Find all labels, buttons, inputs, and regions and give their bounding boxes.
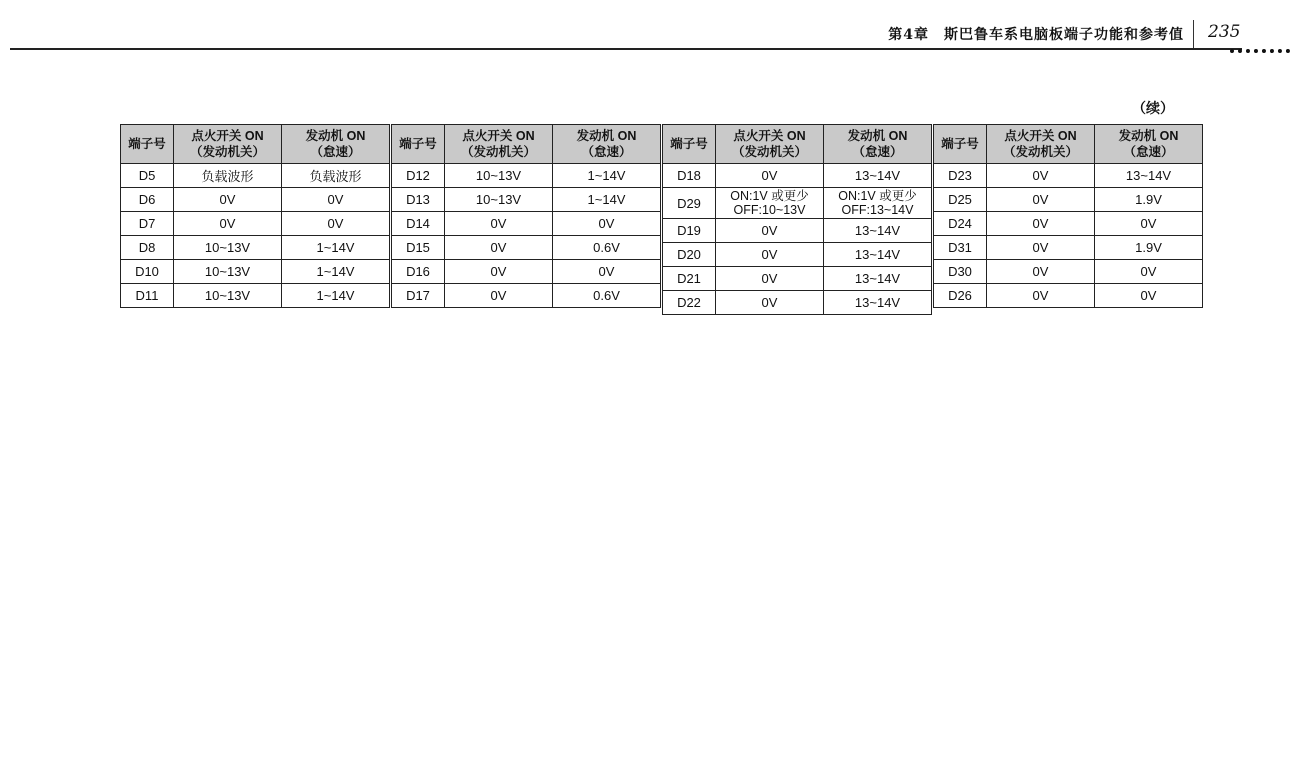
terminal-cell: D11 bbox=[121, 284, 174, 308]
column-header-ignition-on bbox=[174, 125, 282, 164]
running-header bbox=[0, 0, 1300, 60]
column-header-ignition-on bbox=[987, 125, 1095, 164]
terminal-cell: D16 bbox=[392, 260, 445, 284]
column-header-engine-line2: （怠速） bbox=[310, 145, 361, 159]
terminal-cell: D8 bbox=[121, 236, 174, 260]
column-header-engine-line1: 发动机 ON bbox=[1118, 129, 1179, 143]
ignition-on-cell: 0V bbox=[716, 267, 824, 291]
table-row bbox=[934, 212, 1203, 236]
engine-on-cell: 0.6V bbox=[553, 236, 661, 260]
terminal-cell: D12 bbox=[392, 164, 445, 188]
ignition-on-cell: 0V bbox=[445, 284, 553, 308]
terminal-cell: D20 bbox=[663, 243, 716, 267]
terminal-cell: D23 bbox=[934, 164, 987, 188]
table-row bbox=[663, 291, 932, 315]
ignition-on-cell: 0V bbox=[987, 212, 1095, 236]
ignition-on-cell: 0V bbox=[716, 219, 824, 243]
table-row bbox=[934, 164, 1203, 188]
terminal-cell: D19 bbox=[663, 219, 716, 243]
table-row bbox=[392, 260, 661, 284]
column-header-terminal: 端子号 bbox=[392, 125, 445, 164]
terminal-cell: D18 bbox=[663, 164, 716, 188]
terminal-cell: D31 bbox=[934, 236, 987, 260]
terminal-cell: D7 bbox=[121, 212, 174, 236]
engine-on-cell: 1~14V bbox=[282, 236, 390, 260]
ignition-on-cell: 0V bbox=[987, 164, 1095, 188]
terminal-cell: D21 bbox=[663, 267, 716, 291]
column-header-engine-line1: 发动机 ON bbox=[847, 129, 908, 143]
terminal-table-4 bbox=[933, 124, 1203, 308]
table-row bbox=[121, 236, 390, 260]
table-row bbox=[392, 212, 661, 236]
column-header-terminal: 端子号 bbox=[934, 125, 987, 164]
engine-on-cell: 13~14V bbox=[824, 164, 932, 188]
column-header-engine-on bbox=[1095, 125, 1203, 164]
column-header-engine-line2: （怠速） bbox=[581, 145, 632, 159]
table-header-row bbox=[392, 125, 661, 164]
page-number: 235 bbox=[1208, 22, 1241, 42]
table-row bbox=[934, 284, 1203, 308]
ignition-on-line2: OFF:10~13V bbox=[733, 203, 806, 217]
terminal-cell: D15 bbox=[392, 236, 445, 260]
engine-on-cell: 0.6V bbox=[553, 284, 661, 308]
terminal-table-2 bbox=[391, 124, 661, 308]
ignition-on-cell: 0V bbox=[445, 212, 553, 236]
ignition-on-cell: 0V bbox=[987, 236, 1095, 260]
terminal-cell: D26 bbox=[934, 284, 987, 308]
engine-on-cell: 1~14V bbox=[553, 188, 661, 212]
engine-on-cell: 1~14V bbox=[553, 164, 661, 188]
engine-on-cell: 1.9V bbox=[1095, 236, 1203, 260]
engine-on-cell: 1~14V bbox=[282, 260, 390, 284]
header-rule bbox=[10, 48, 1242, 50]
table-row bbox=[121, 164, 390, 188]
table-row bbox=[934, 188, 1203, 212]
header-divider bbox=[1193, 20, 1194, 48]
column-header-ignition-line2: （发动机关） bbox=[731, 145, 807, 159]
engine-on-line1: ON:1V 或更少 bbox=[838, 189, 917, 203]
table-row bbox=[392, 164, 661, 188]
ignition-on-cell: 0V bbox=[174, 188, 282, 212]
ignition-on-cell: 0V bbox=[716, 243, 824, 267]
column-header-engine-on bbox=[824, 125, 932, 164]
engine-on-cell: 13~14V bbox=[1095, 164, 1203, 188]
engine-on-line2: OFF:13~14V bbox=[841, 203, 914, 217]
engine-on-cell: 0V bbox=[1095, 284, 1203, 308]
column-header-engine-on bbox=[282, 125, 390, 164]
ignition-on-cell: 0V bbox=[174, 212, 282, 236]
terminal-cell: D5 bbox=[121, 164, 174, 188]
column-header-ignition-line1: 点火开关 ON bbox=[191, 129, 264, 143]
column-header-engine-line2: （怠速） bbox=[1123, 145, 1174, 159]
terminal-cell: D17 bbox=[392, 284, 445, 308]
ignition-on-cell: 0V bbox=[445, 236, 553, 260]
ignition-on-cell: 10~13V bbox=[174, 236, 282, 260]
table-row bbox=[392, 236, 661, 260]
ignition-on-cell: 0V bbox=[716, 164, 824, 188]
terminal-table-1 bbox=[120, 124, 390, 308]
ignition-on-cell bbox=[716, 188, 824, 219]
terminal-cell: D22 bbox=[663, 291, 716, 315]
table-row bbox=[121, 212, 390, 236]
table-row bbox=[663, 164, 932, 188]
terminal-cell: D10 bbox=[121, 260, 174, 284]
engine-on-cell: 1.9V bbox=[1095, 188, 1203, 212]
engine-on-cell: 13~14V bbox=[824, 267, 932, 291]
engine-on-cell: 0V bbox=[282, 188, 390, 212]
engine-on-cell: 13~14V bbox=[824, 243, 932, 267]
ignition-on-cell: 10~13V bbox=[174, 284, 282, 308]
table-header-row bbox=[663, 125, 932, 164]
ignition-on-cell: 0V bbox=[716, 291, 824, 315]
column-header-engine-line1: 发动机 ON bbox=[305, 129, 366, 143]
column-header-engine-line2: （怠速） bbox=[852, 145, 903, 159]
ignition-on-cell: 10~13V bbox=[174, 260, 282, 284]
column-header-ignition-line2: （发动机关） bbox=[460, 145, 536, 159]
continued-label: （续） bbox=[1132, 101, 1174, 117]
table-row bbox=[121, 284, 390, 308]
table-row bbox=[934, 236, 1203, 260]
table-row bbox=[121, 188, 390, 212]
chapter-title: 第4章 斯巴鲁车系电脑板端子功能和参考值 bbox=[888, 27, 1184, 43]
ignition-on-cell: 0V bbox=[445, 260, 553, 284]
ignition-on-cell: 10~13V bbox=[445, 188, 553, 212]
table-row bbox=[392, 188, 661, 212]
engine-on-cell: 0V bbox=[553, 260, 661, 284]
engine-on-cell: 0V bbox=[282, 212, 390, 236]
terminal-table-3 bbox=[662, 124, 932, 315]
ignition-on-line1: ON:1V 或更少 bbox=[730, 189, 809, 203]
terminal-cell: D24 bbox=[934, 212, 987, 236]
column-header-ignition-line1: 点火开关 ON bbox=[733, 129, 806, 143]
ignition-on-cell: 10~13V bbox=[445, 164, 553, 188]
terminal-cell: D14 bbox=[392, 212, 445, 236]
terminal-cell: D30 bbox=[934, 260, 987, 284]
table-row bbox=[663, 243, 932, 267]
table-row bbox=[663, 267, 932, 291]
engine-on-cell: 负载波形 bbox=[282, 164, 390, 188]
column-header-ignition-line1: 点火开关 ON bbox=[1004, 129, 1077, 143]
terminal-cell: D29 bbox=[663, 188, 716, 219]
column-header-ignition-line1: 点火开关 ON bbox=[462, 129, 535, 143]
ignition-on-cell: 0V bbox=[987, 188, 1095, 212]
column-header-ignition-on bbox=[716, 125, 824, 164]
terminal-cell: D25 bbox=[934, 188, 987, 212]
ignition-on-cell: 0V bbox=[987, 260, 1095, 284]
table-row bbox=[934, 260, 1203, 284]
column-header-terminal: 端子号 bbox=[663, 125, 716, 164]
table-row bbox=[392, 284, 661, 308]
column-header-terminal: 端子号 bbox=[121, 125, 174, 164]
column-header-engine-on bbox=[553, 125, 661, 164]
engine-on-cell: 13~14V bbox=[824, 291, 932, 315]
table-row bbox=[663, 219, 932, 243]
terminal-cell: D6 bbox=[121, 188, 174, 212]
ignition-on-cell: 负载波形 bbox=[174, 164, 282, 188]
column-header-ignition-line2: （发动机关） bbox=[189, 145, 265, 159]
dotted-leader bbox=[1230, 44, 1290, 53]
engine-on-cell: 13~14V bbox=[824, 219, 932, 243]
column-header-ignition-line2: （发动机关） bbox=[1002, 145, 1078, 159]
ignition-on-cell: 0V bbox=[987, 284, 1095, 308]
engine-on-cell bbox=[824, 188, 932, 219]
table-row bbox=[663, 188, 932, 219]
column-header-ignition-on bbox=[445, 125, 553, 164]
engine-on-cell: 0V bbox=[553, 212, 661, 236]
column-header-engine-line1: 发动机 ON bbox=[576, 129, 637, 143]
table-header-row bbox=[121, 125, 390, 164]
engine-on-cell: 0V bbox=[1095, 212, 1203, 236]
engine-on-cell: 1~14V bbox=[282, 284, 390, 308]
table-row bbox=[121, 260, 390, 284]
engine-on-cell: 0V bbox=[1095, 260, 1203, 284]
terminal-cell: D13 bbox=[392, 188, 445, 212]
table-header-row bbox=[934, 125, 1203, 164]
